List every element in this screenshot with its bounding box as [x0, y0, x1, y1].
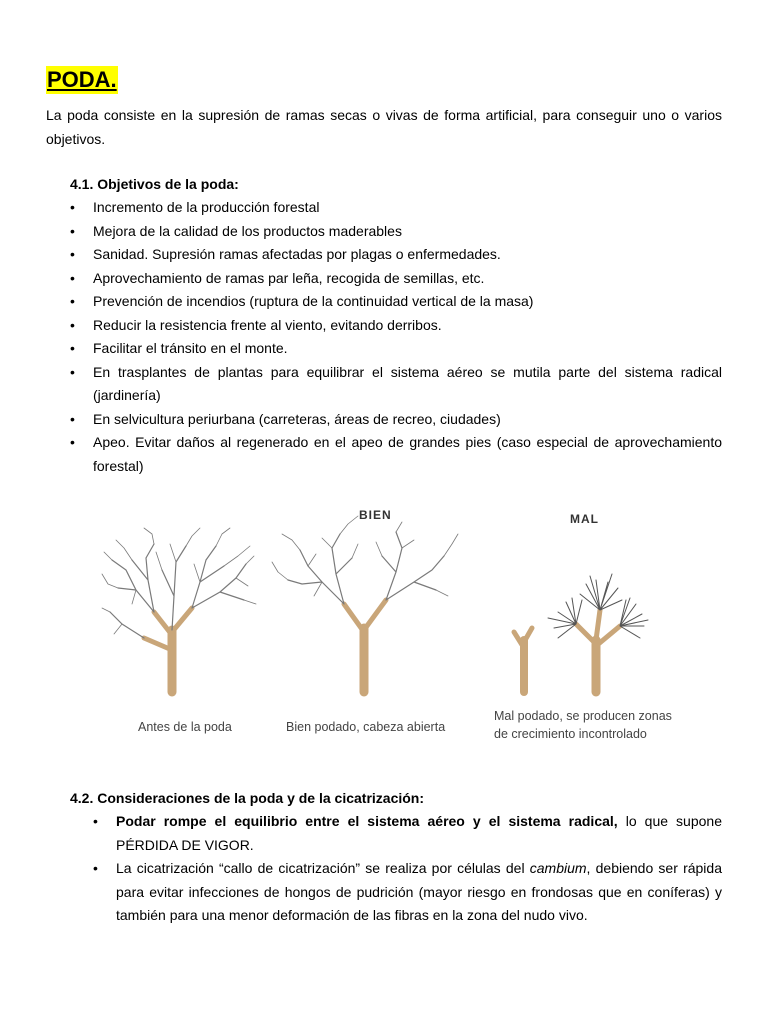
tree-badly-pruned: [514, 574, 648, 692]
bullet-icon: •: [70, 269, 75, 286]
bullet-icon: •: [70, 410, 75, 427]
list-item: • Mejora de la calidad de los productos maderables: [93, 220, 722, 244]
bad-pruning-header: MAL: [570, 512, 599, 526]
bullet-icon: •: [93, 813, 98, 829]
list-item: • Reducir la resistencia frente al viento, evitando derribos.: [93, 314, 722, 338]
label-badly-pruned-line2: de crecimiento incontrolado: [494, 727, 647, 741]
list-item: • En trasplantes de plantas para equilibrar el sistema aéreo se mutila parte del sistema radical (jardinería): [93, 361, 722, 408]
list-item: • Aprovechamiento de ramas par leña, recogida de semillas, etc.: [93, 267, 722, 291]
label-well-pruned: Bien podado, cabeza abierta: [286, 720, 446, 734]
bullet-icon: •: [70, 246, 75, 262]
tree-well-pruned: [272, 516, 458, 692]
label-before-pruning: Antes de la poda: [138, 720, 232, 734]
intro-paragraph: La poda consiste en la supresión de ramas secas o vivas de forma artificial, para conseguir uno o varios objetivos.: [46, 107, 722, 147]
list-item: • Incremento de la producción forestal: [93, 196, 722, 220]
list-item: • Apeo. Evitar daños al regenerado en el apeo de grandes pies (caso especial de aprovechamiento forestal): [93, 431, 722, 478]
page-title: PODA.: [47, 67, 117, 92]
section-2-heading: 4.2. Consideraciones de la poda y de la cicatrización:: [70, 790, 425, 806]
list-item: • Prevención de incendios (ruptura de la continuidad vertical de la masa): [93, 290, 722, 314]
good-pruning-header: BIEN: [359, 508, 392, 522]
objectives-list: [70, 196, 722, 478]
bullet-icon: •: [93, 860, 98, 876]
tree-before-pruning: [102, 528, 256, 692]
list-item: • Facilitar el tránsito en el monte.: [93, 337, 722, 361]
bullet-icon: •: [70, 222, 75, 239]
list-item: • En selvicultura periurbana (carreteras, áreas de recreo, ciudades): [93, 408, 722, 432]
label-badly-pruned-line1: Mal podado, se producen zonas: [494, 709, 672, 723]
bullet-icon: •: [70, 293, 75, 309]
list-item: • Podar rompe el equilibrio entre el sistema aéreo y el sistema radical, lo que supone PÉRDIDA DE VIGOR.: [116, 810, 722, 857]
list-item: • Sanidad. Supresión ramas afectadas por plagas o enfermedades.: [93, 243, 722, 267]
considerations-list: [93, 810, 722, 928]
bullet-icon: •: [70, 199, 75, 215]
list-item: • La cicatrización “callo de cicatrización” se realiza por células del cambium, debiendo ser rápida para evitar infecciones de hongos de pudrición (mayor riesgo en frondosas que en coníferas) y también para una menor deformación de las fibras en la zona del nudo vivo.: [116, 857, 722, 928]
bullet-icon: •: [70, 434, 75, 450]
bullet-icon: •: [70, 340, 75, 356]
section-1-heading: 4.1. Objetivos de la poda:: [70, 176, 239, 192]
pruning-illustration: [96, 500, 696, 750]
bullet-icon: •: [70, 363, 75, 380]
bullet-icon: •: [70, 316, 75, 333]
